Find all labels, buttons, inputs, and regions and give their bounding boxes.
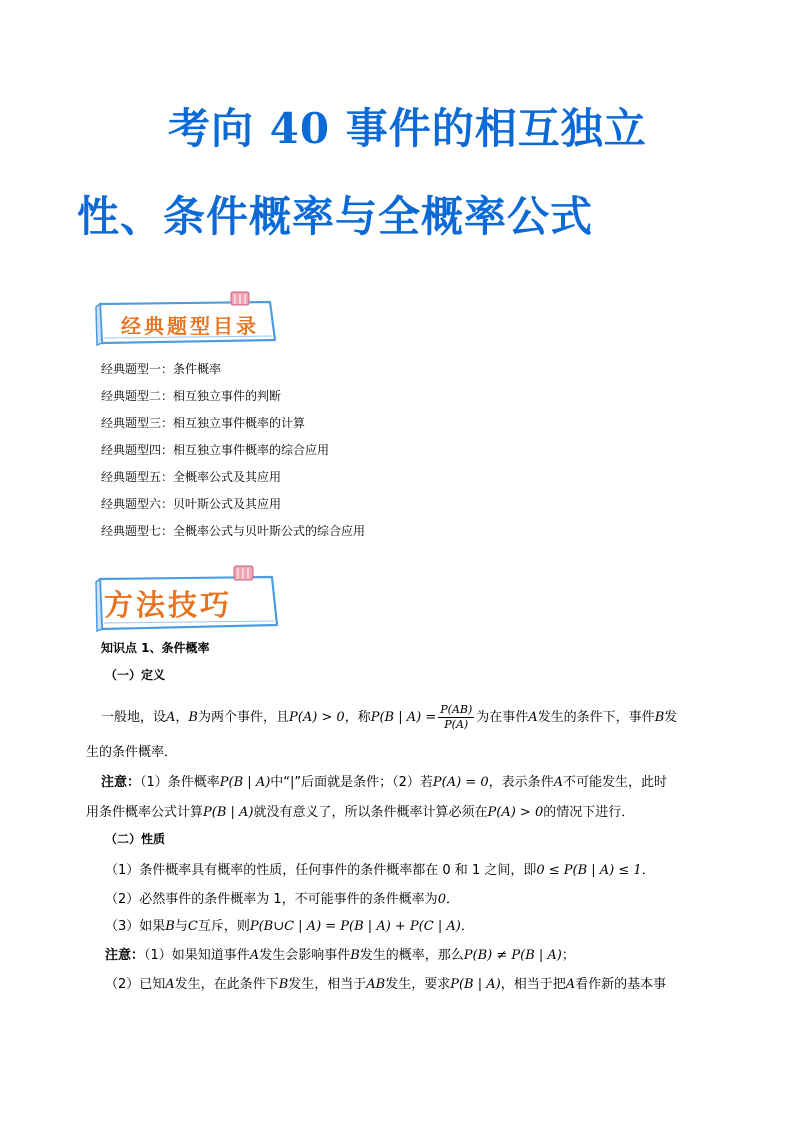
toc-item-7: 经典题型七：全概率公式与贝叶斯公式的综合应用 — [101, 524, 366, 538]
page-title-line-1: 考向 40 事件的相互独立 — [168, 104, 647, 153]
toc-item-6: 经典题型六：贝叶斯公式及其应用 — [101, 497, 282, 511]
toc-item-3: 经典题型三：相互独立事件概率的计算 — [101, 416, 306, 430]
toc-item-2: 经典题型二：相互独立事件的判断 — [101, 389, 282, 403]
knowledge-point-1: 知识点 1、条件概率 — [101, 641, 210, 655]
definition-heading: （一）定义 — [105, 668, 166, 682]
note-1-line-2: 用条件概率公式计算P(B | A)就没有意义了，所以条件概率计算必须在P(A) > 0的情况下进行． — [86, 805, 635, 820]
note-2-item-2: （2）已知A发生，在此条件下B发生，相当于AB发生，要求P(B | A)，相当于把A看作新的基本事 — [105, 977, 667, 992]
property-1: （1）条件概率具有概率的性质，任何事件的条件概率都在 0 和 1 之间，即0 ≤ P(B | A) ≤ 1． — [105, 863, 655, 878]
question-type-list — [101, 362, 365, 551]
note-2: 注意：（1）如果知道事件A发生会影响事件B发生的概率，那么P(B) ≠ P(B | A)； — [105, 948, 575, 963]
paper-clip-icon — [234, 566, 253, 580]
conditional-probability-fraction: $\frac{P(AB)}{P(A)}$ — [440, 703, 473, 731]
methods-banner — [94, 565, 284, 635]
note-1-line-1: 注意：（1）条件概率P(B | A)中“|”后面就是条件；（2）若P(A) = 0，表示条件A不可能发生，此时 — [101, 775, 668, 790]
property-3: （3）如果B与C互斥，则P(B∪C | A) = P(B | A) + P(C | A)． — [105, 919, 474, 934]
methods-banner-text: 方法技巧 — [104, 588, 233, 622]
properties-heading: （二）性质 — [105, 832, 166, 846]
property-2: （2）必然事件的条件概率为 1，不可能事件的条件概率为0． — [105, 892, 459, 907]
page-title-line-2: 性、条件概率与全概率公式 — [77, 192, 594, 241]
toc-item-4: 经典题型四：相互独立事件概率的综合应用 — [101, 443, 330, 457]
toc-item-5: 经典题型五：全概率公式及其应用 — [101, 470, 282, 484]
catalog-banner-text: 经典题型目录 — [121, 314, 259, 338]
definition-line-1: 一般地，设A，B为两个事件，且P(A) > 0，称P(B | A) = $\frac{P(AB)}{P(A)}$ 为在事件A发生的条件下，事件B发 — [101, 703, 678, 731]
paper-clip-icon — [231, 292, 249, 305]
definition-line-2: 生的条件概率． — [86, 745, 178, 760]
toc-item-1: 经典题型一：条件概率 — [101, 362, 222, 376]
catalog-banner — [94, 290, 284, 350]
